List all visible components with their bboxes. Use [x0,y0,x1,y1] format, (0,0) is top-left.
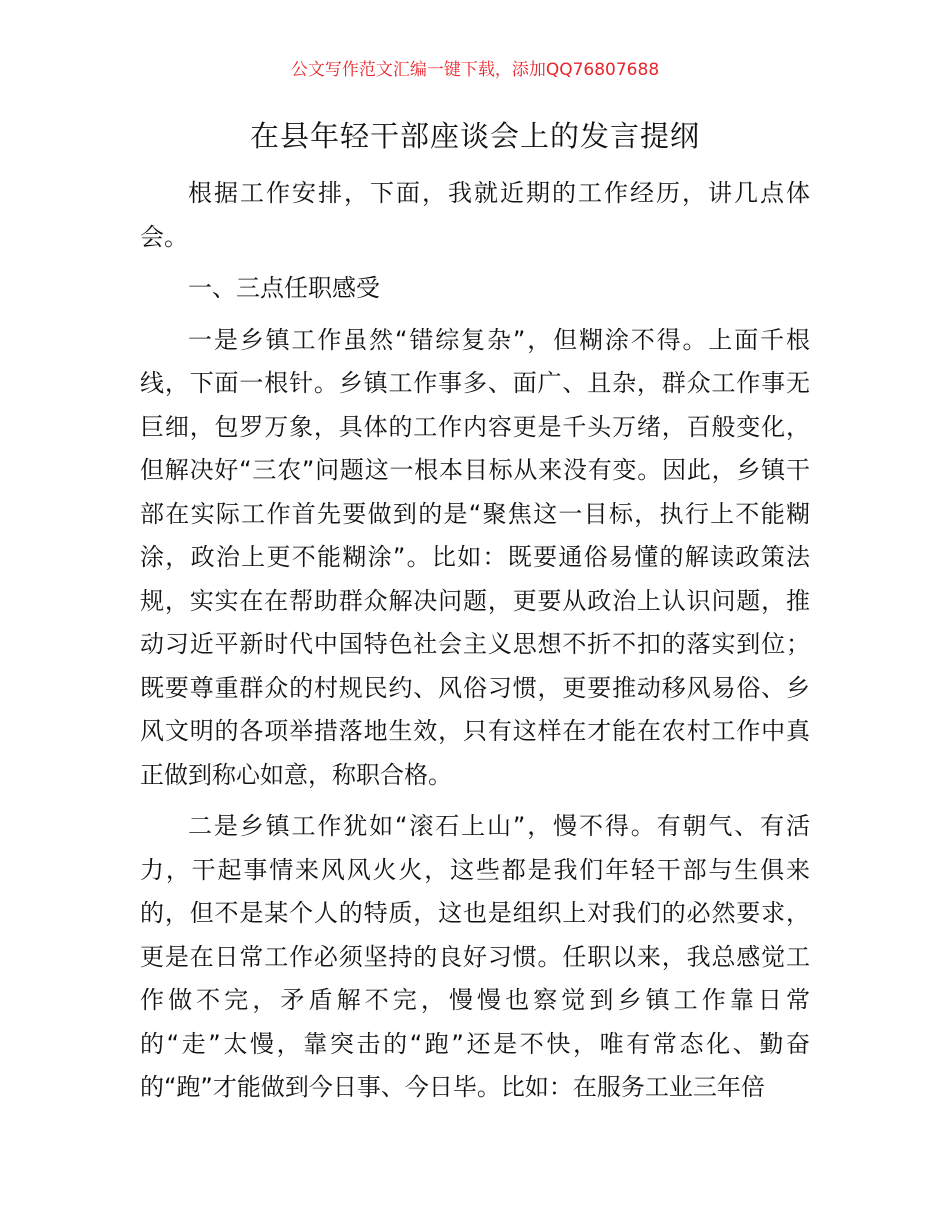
section-heading: 一、三点任职感受 [188,274,380,302]
promo-banner: 公文写作范文汇编一键下载，添加QQ76807688 [290,60,660,80]
body-paragraph: 一是乡镇工作虽然“错综复杂”，但糊涂不得。上面千根线，下面一根针。乡镇工作事多、面广、且杂，群众工作事无巨细，包罗万象，具体的工作内容更是千头万绪，百般变化，但解决好“三农”问题这一根本目标从来没有变。因此，乡镇干部在实际工作首先要做到的是“聚焦这一目标，执行上不能糊涂，政治上更不能糊涂”。比如：既要通俗易懂的解读政策法规，实实在在帮助群众解决问题，更要从政治上认识问题，推动习近平新时代中国特色社会主义思想不折不扣的落实到位；既要尊重群众的村规民约、风俗习惯，更要推动移风易俗、乡风文明的各项举措落地生效，只有这样在才能在农村工作中真正做到称心如意，称职合格。 [140,325,810,789]
body-paragraph: 二是乡镇工作犹如“滚石上山”，慢不得。有朝气、有活力，干起事情来风风火火，这些都是我们年轻干部与生俱来的，但不是某个人的特质，这也是组织上对我们的必然要求，更是在日常工作必须坚持的良好习惯。任职以来，我总感觉工作做不完，矛盾解不完，慢慢也察觉到乡镇工作靠日常的“走”太慢，靠突击的“跑”还是不快，唯有常态化、勤奋的“跑”才能做到今日事、今日毕。比如：在服务工业三年倍 [140,812,810,1101]
document-body [140,172,810,1118]
page-title: 在县年轻干部座谈会上的发言提纲 [249,119,700,153]
intro-paragraph: 根据工作安排，下面，我就近期的工作经历，讲几点体会。 [140,179,810,251]
